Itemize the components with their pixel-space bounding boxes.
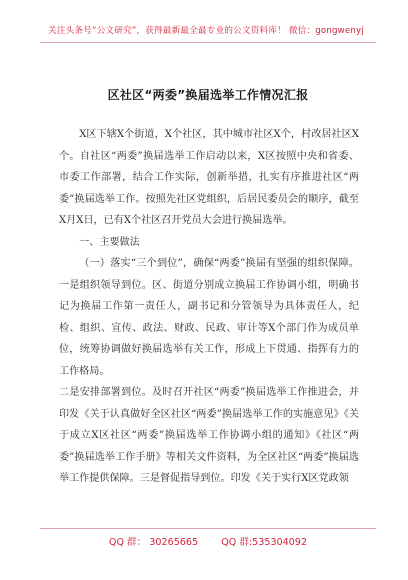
section-heading: 一、主要做法 xyxy=(79,236,140,248)
qq-group-2: QQ 群:535304092 xyxy=(221,537,308,548)
footer-contact xyxy=(40,534,376,548)
header-divider xyxy=(40,42,376,43)
subsection-paragraph: （一）落实“三个到位”，确保“两委”换届有坚强的组织保障。一是组织领导到位。区、街道分别成立换届工作协调小组，明确书记为换届工作第一责任人，副书记和分管领导为具体责任人，纪检、组织、宣传、政法、财政、民政、审计等X个部门作为成员单位，统筹协调做好换届选举有关工作，形成上下贯通、指挥有力的工作格局。 xyxy=(59,258,359,377)
footer-divider xyxy=(40,528,376,529)
intro-paragraph: X区下辖X个街道，X个社区，其中城市社区X个，村改居社区X个。自社区“两委”换届选举工作启动以来，X区按照中央和省委、市委工作部署，结合工作实际，创新举措，扎实有序推进社区“两委”换届选举工作。按照先社区党组织，后居民委员会的顺序，截至X月X日，已有X个社区召开党员大会进行换届选举。 xyxy=(59,129,359,226)
qq-group-1: QQ 群： 30265665 xyxy=(108,537,199,548)
document-body xyxy=(59,124,359,490)
continuation-paragraph: 二是安排部署到位。及时召开社区“两委”换届选举工作推进会，并印发《关于认真做好全区社区“两委”换届选举工作的实施意见》《关于成立X区社区“两委”换届选举工作协调小组的通知》《社区“两委”换届选举工作手册》等相关文件资料，为全区社区“两委”换届选举工作提供保障。三是督促指导到位。印发《关于实行X区党政领 xyxy=(59,387,359,484)
document-title: 区社区“两委”换届选举工作情况汇报 xyxy=(107,88,309,102)
header-banner: 关注头条号“公文研究”，获得最新最全最专业的公文资料库！ 微信：gongwenyj xyxy=(48,26,364,36)
